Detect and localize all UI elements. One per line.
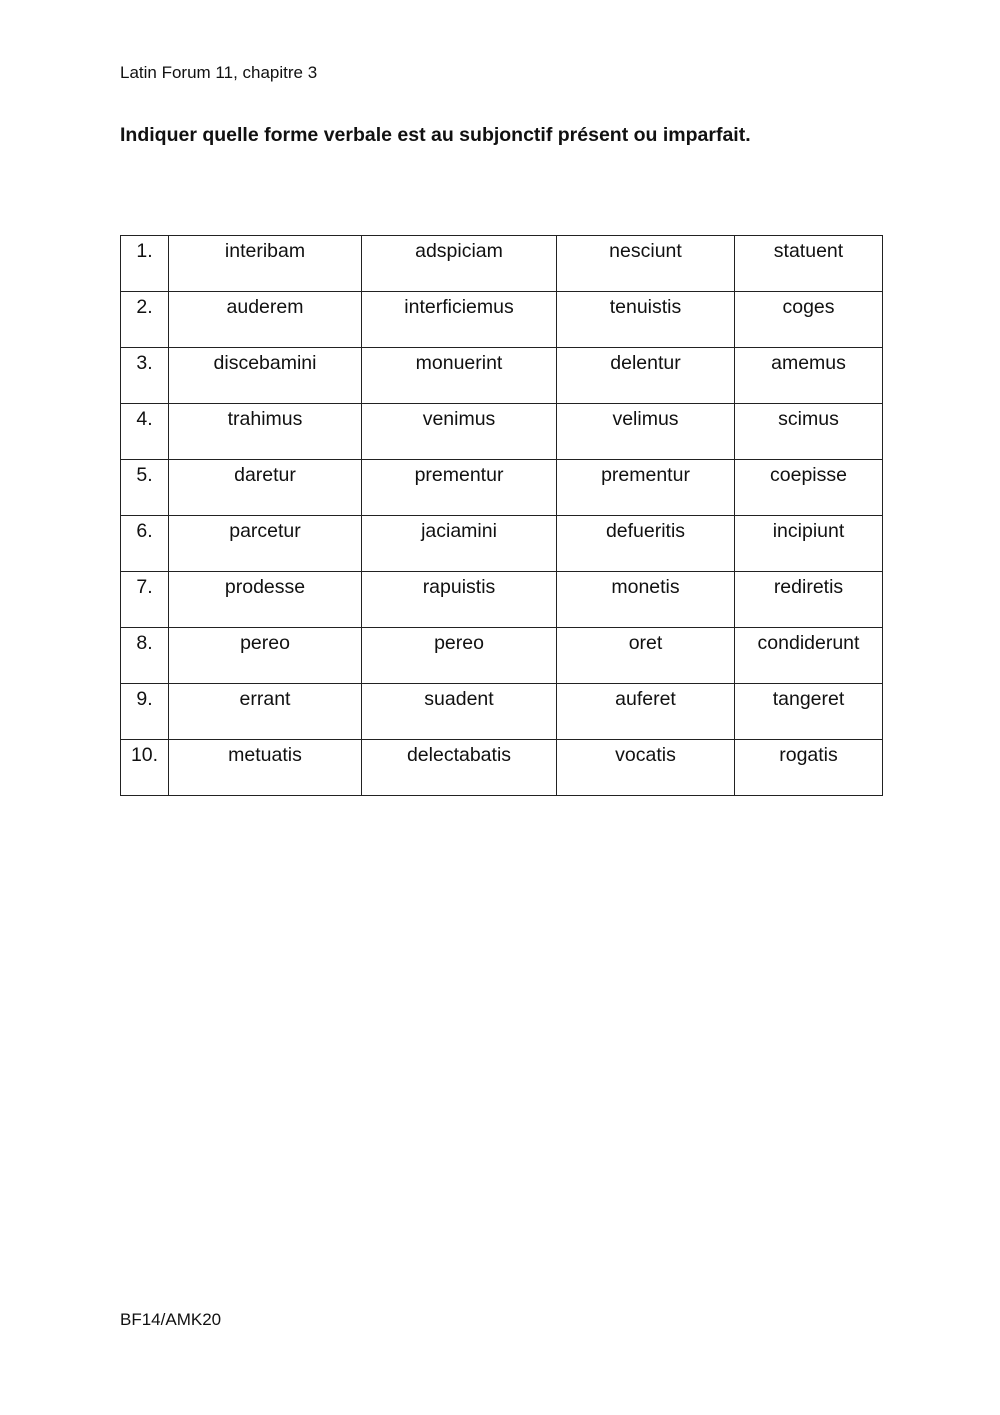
exercise-instruction: Indiquer quelle forme verbale est au subjonctif présent ou imparfait. xyxy=(120,124,751,146)
verb-cell: jaciamini xyxy=(362,516,557,572)
row-number: 3. xyxy=(121,348,169,404)
verb-cell: velimus xyxy=(557,404,735,460)
row-number: 9. xyxy=(121,684,169,740)
verb-form-table xyxy=(120,235,883,796)
document-footer: BF14/AMK20 xyxy=(120,1310,222,1329)
verb-cell: delectabatis xyxy=(362,740,557,796)
verb-cell: metuatis xyxy=(169,740,362,796)
verb-cell: auferet xyxy=(557,684,735,740)
table-row xyxy=(121,404,883,460)
verb-cell: auderem xyxy=(169,292,362,348)
row-number: 2. xyxy=(121,292,169,348)
verb-cell: prementur xyxy=(362,460,557,516)
verb-cell: adspiciam xyxy=(362,236,557,292)
table-row xyxy=(121,684,883,740)
verb-cell: vocatis xyxy=(557,740,735,796)
verb-cell: incipiunt xyxy=(735,516,883,572)
row-number: 4. xyxy=(121,404,169,460)
row-number: 8. xyxy=(121,628,169,684)
verb-cell: monuerint xyxy=(362,348,557,404)
verb-cell: statuent xyxy=(735,236,883,292)
verb-cell: errant xyxy=(169,684,362,740)
verb-cell: parcetur xyxy=(169,516,362,572)
verb-cell: rapuistis xyxy=(362,572,557,628)
verb-cell: prementur xyxy=(557,460,735,516)
verb-cell: coges xyxy=(735,292,883,348)
table-row xyxy=(121,292,883,348)
verb-cell: discebamini xyxy=(169,348,362,404)
verb-cell: oret xyxy=(557,628,735,684)
verb-cell: pereo xyxy=(169,628,362,684)
verb-cell: nesciunt xyxy=(557,236,735,292)
verb-cell: rediretis xyxy=(735,572,883,628)
verb-cell: interficiemus xyxy=(362,292,557,348)
verb-cell: condiderunt xyxy=(735,628,883,684)
row-number: 7. xyxy=(121,572,169,628)
row-number: 1. xyxy=(121,236,169,292)
row-number: 10. xyxy=(121,740,169,796)
row-number: 6. xyxy=(121,516,169,572)
verb-cell: suadent xyxy=(362,684,557,740)
verb-cell: prodesse xyxy=(169,572,362,628)
verb-cell: trahimus xyxy=(169,404,362,460)
verb-cell: tenuistis xyxy=(557,292,735,348)
table-row xyxy=(121,628,883,684)
table-row xyxy=(121,572,883,628)
verb-cell: scimus xyxy=(735,404,883,460)
table-row xyxy=(121,348,883,404)
document-header: Latin Forum 11, chapitre 3 xyxy=(120,63,318,82)
row-number: 5. xyxy=(121,460,169,516)
table-row xyxy=(121,740,883,796)
verb-cell: defueritis xyxy=(557,516,735,572)
table-row xyxy=(121,460,883,516)
verb-cell: daretur xyxy=(169,460,362,516)
verb-cell: amemus xyxy=(735,348,883,404)
verb-cell: pereo xyxy=(362,628,557,684)
table-row xyxy=(121,236,883,292)
verb-cell: rogatis xyxy=(735,740,883,796)
verb-cell: tangeret xyxy=(735,684,883,740)
verb-cell: delentur xyxy=(557,348,735,404)
table-row xyxy=(121,516,883,572)
verb-cell: interibam xyxy=(169,236,362,292)
verb-cell: coepisse xyxy=(735,460,883,516)
verb-cell: venimus xyxy=(362,404,557,460)
verb-cell: monetis xyxy=(557,572,735,628)
